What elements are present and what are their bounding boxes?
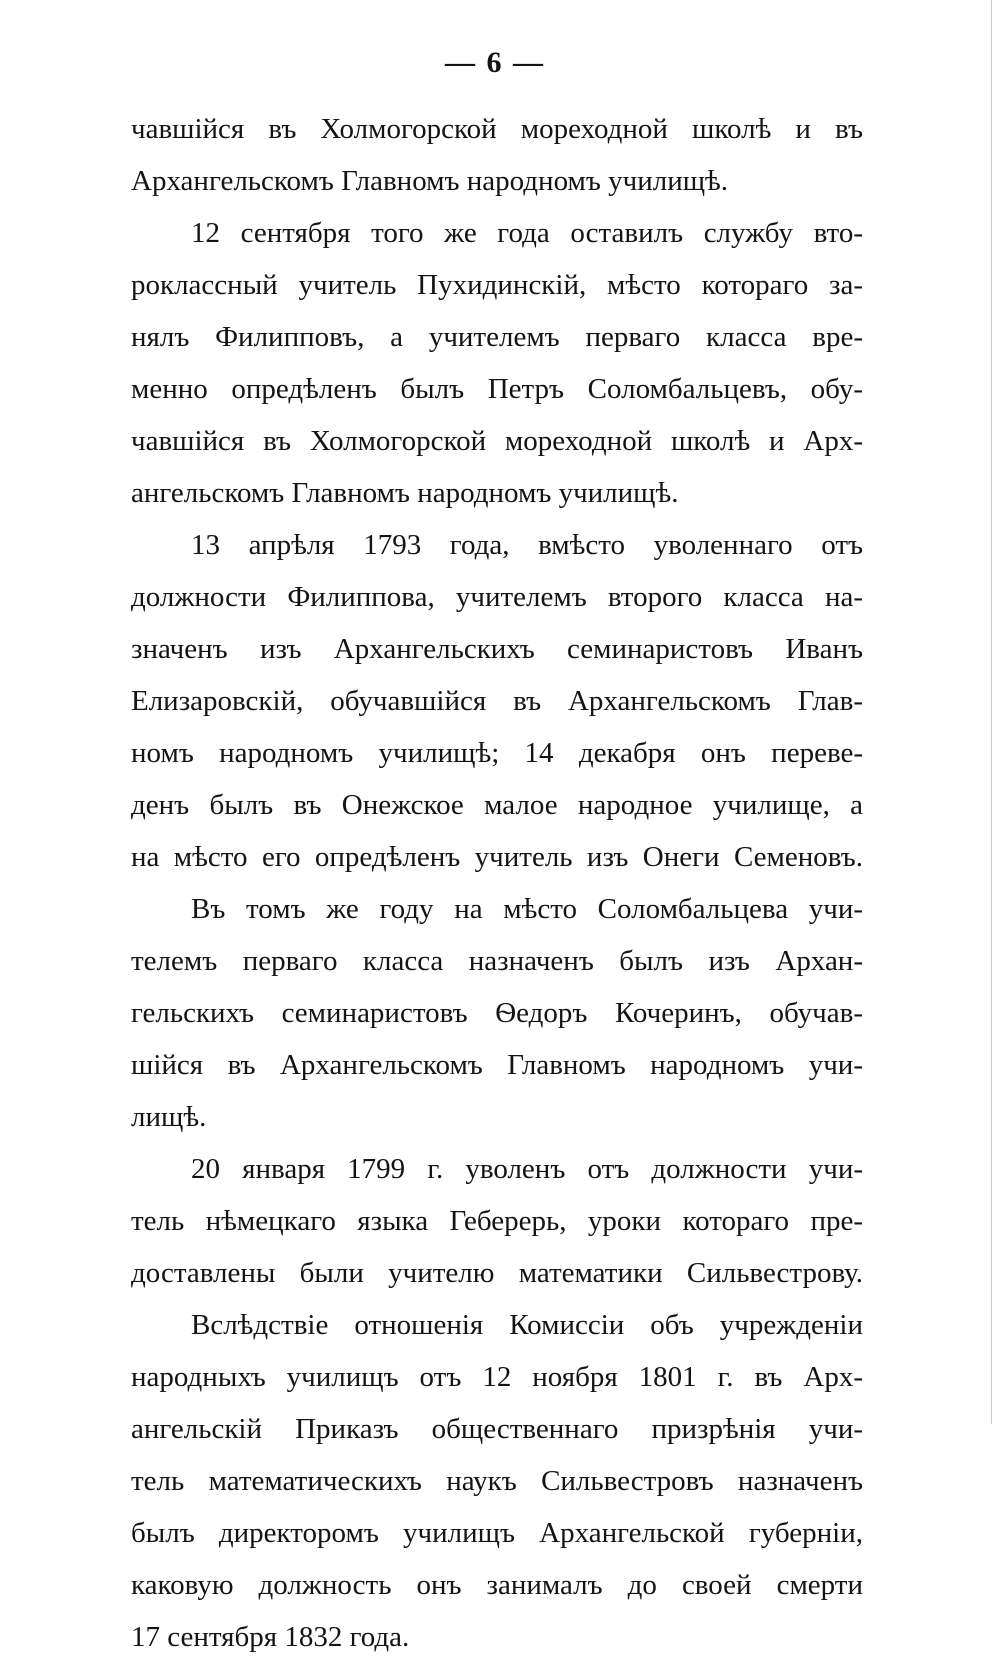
text-line: Архангельскомъ Главномъ народномъ училищѣ. bbox=[131, 165, 729, 197]
text-line: Вслѣдствіе отношенія Комиссіи объ учрежденіи bbox=[191, 1309, 863, 1341]
text-line: шійся въ Архангельскомъ Главномъ народномъ учи- bbox=[131, 1049, 863, 1081]
text-line: нялъ Филипповъ, а учителемъ перваго класса вре- bbox=[131, 321, 863, 353]
text-line: гельскихъ семинаристовъ Ѳедоръ Кочеринъ, обучав- bbox=[131, 997, 863, 1029]
text-line: ангельскомъ Главномъ народномъ училищѣ. bbox=[131, 477, 679, 509]
text-line: доставлены были учителю математики Сильвестрову. bbox=[131, 1257, 863, 1289]
text-line: народныхъ училищъ отъ 12 ноября 1801 г. въ Арх- bbox=[131, 1361, 863, 1393]
text-line: тель нѣмецкаго языка Геберерь, уроки котораго пре- bbox=[131, 1205, 863, 1237]
page-number: — 6 — bbox=[445, 46, 545, 79]
text-line: Елизаровскій, обучавшійся въ Архангельскомъ Глав- bbox=[131, 685, 863, 717]
body-text bbox=[131, 103, 863, 1663]
text-line: 13 апрѣля 1793 года, вмѣсто уволеннаго отъ bbox=[191, 529, 863, 561]
text-line: значенъ изъ Архангельскихъ семинаристовъ Иванъ bbox=[131, 633, 863, 665]
paragraph-4 bbox=[131, 883, 863, 1143]
paragraph-1 bbox=[131, 103, 863, 207]
text-line: менно опредѣленъ былъ Петръ Соломбальцевъ, обу- bbox=[131, 373, 863, 405]
paragraph-3 bbox=[131, 519, 863, 883]
text-line: телемъ перваго класса назначенъ былъ изъ Архан- bbox=[131, 945, 863, 977]
text-line: роклассный учитель Пухидинскій, мѣсто котораго за- bbox=[131, 269, 863, 301]
text-line: тель математическихъ наукъ Сильвестровъ назначенъ bbox=[131, 1465, 863, 1497]
text-line: должности Филиппова, учителемъ второго класса на- bbox=[131, 581, 863, 613]
text-line: денъ былъ въ Онежское малое народное училище, а bbox=[131, 789, 863, 821]
paragraph-2 bbox=[131, 207, 863, 519]
text-line: 12 сентября того же года оставилъ службу вто- bbox=[191, 217, 863, 249]
text-line: 17 сентября 1832 года. bbox=[131, 1621, 410, 1653]
paragraph-6 bbox=[131, 1299, 863, 1663]
page-edge-line bbox=[991, 0, 992, 1424]
text-line: каковую должность онъ занималъ до своей смерти bbox=[131, 1569, 863, 1601]
text-line: Въ томъ же году на мѣсто Соломбальцева учи- bbox=[191, 893, 863, 925]
text-line: чавшійся въ Холмогорской мореходной школѣ и Арх- bbox=[131, 425, 863, 457]
text-line: лищѣ. bbox=[131, 1101, 207, 1133]
text-line: чавшійся въ Холмогорской мореходной школѣ и въ bbox=[131, 113, 863, 145]
text-line: номъ народномъ училищѣ; 14 декабря онъ переве- bbox=[131, 737, 863, 769]
text-line: былъ директоромъ училищъ Архангельской губерніи, bbox=[131, 1517, 863, 1549]
text-line: 20 января 1799 г. уволенъ отъ должности учи- bbox=[191, 1153, 863, 1185]
text-line: ангельскій Приказъ общественнаго призрѣнія учи- bbox=[131, 1413, 863, 1445]
paragraph-5 bbox=[131, 1143, 863, 1299]
text-line: на мѣсто его опредѣленъ учитель изъ Онеги Семеновъ. bbox=[131, 841, 863, 873]
